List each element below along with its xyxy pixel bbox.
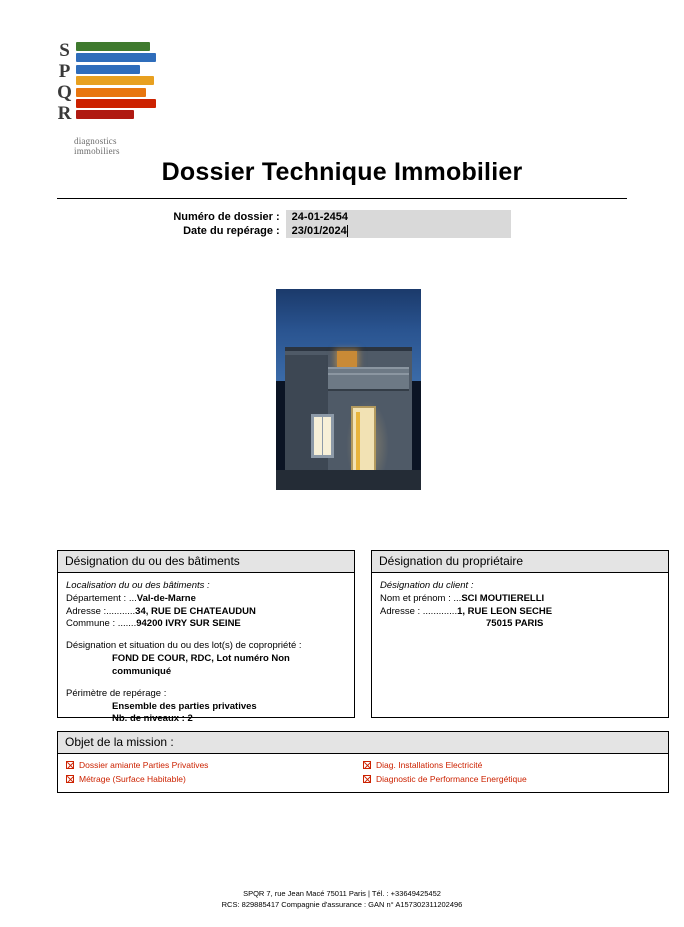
adresse-row <box>66 606 346 619</box>
survey-date-value <box>286 224 511 238</box>
logo-caption: diagnostics immobiliers <box>74 136 120 156</box>
lot-label: Désignation et situation du ou des lot(s) de copropriété : <box>66 640 302 652</box>
logo-bar <box>76 65 140 74</box>
client-label: Désignation du client : <box>380 580 474 591</box>
dossier-number-label: Numéro de dossier : <box>173 211 280 223</box>
mission-object-header: Objet de la mission : <box>58 732 668 754</box>
departement-label: Département : ... <box>66 592 137 604</box>
checkbox-checked-icon <box>363 775 371 783</box>
logo-bar <box>76 99 156 108</box>
departement-value: Val-de-Marne <box>136 592 196 604</box>
logo-letters: SPQR <box>54 40 75 124</box>
list-item <box>363 774 660 784</box>
logo-bar <box>76 53 156 62</box>
owner-name-label: Nom et prénom : ... <box>380 592 462 604</box>
owner-address-value: 1, RUE LEON SECHE <box>457 605 553 617</box>
logo-bar <box>76 42 150 51</box>
mission-column-left <box>66 760 363 788</box>
checkbox-checked-icon <box>66 775 74 783</box>
logo-bar <box>76 76 154 85</box>
list-item <box>66 760 363 770</box>
owner-designation-body <box>372 573 668 639</box>
spacer <box>66 631 346 640</box>
owner-designation-box <box>371 550 669 718</box>
mission-object-box <box>57 731 669 793</box>
company-logo <box>52 38 162 156</box>
footer-line-1: SPQR 7, rue Jean Macé 75011 Paris | Tél. : +33649425452 <box>243 889 441 898</box>
logo-bar <box>76 88 146 97</box>
title-divider <box>57 198 627 199</box>
commune-value: 94200 IVRY SUR SEINE <box>136 618 241 630</box>
survey-date-text: 23/01/2024 <box>291 225 347 237</box>
reference-table <box>0 210 684 238</box>
mission-column-right <box>363 760 660 788</box>
survey-date-label: Date du repérage : <box>183 225 280 237</box>
niveaux-value: Nb. de niveaux : 2 <box>112 713 193 725</box>
list-item <box>363 760 660 770</box>
photo-upper-window <box>337 351 357 367</box>
perimetre-value: Ensemble des parties privatives <box>112 700 257 712</box>
logo-bar <box>76 110 134 119</box>
buildings-designation-body <box>58 573 354 734</box>
page-footer <box>0 888 684 911</box>
photo-ground-window <box>311 414 334 458</box>
owner-name-value: SCI MOUTIERELLI <box>461 592 545 604</box>
lot-value-line1: FOND DE COUR, RDC, Lot numéro Non <box>112 653 290 665</box>
building-photo <box>276 289 421 490</box>
buildings-designation-box <box>57 550 355 725</box>
owner-address-row <box>380 606 660 619</box>
mission-item-label: Diag. Installations Electricité <box>376 760 483 770</box>
checkbox-checked-icon <box>66 761 74 769</box>
footer-line-2: RCS: 829885417 Compagnie d'assurance : GAN n° A157302311202496 <box>221 900 463 910</box>
lot-value-line2: communiqué <box>112 665 172 677</box>
localisation-label: Localisation du ou des bâtiments : <box>66 580 210 591</box>
adresse-value: 34, RUE DE CHATEAUDUN <box>135 605 256 617</box>
dossier-number-value: 24-01-2454 <box>286 210 511 224</box>
photo-ground <box>276 470 421 490</box>
departement-row <box>66 593 346 606</box>
buildings-designation-header: Désignation du ou des bâtiments <box>58 551 354 573</box>
owner-designation-header: Désignation du propriétaire <box>372 551 668 573</box>
owner-name-row <box>380 593 660 606</box>
table-row <box>173 210 510 224</box>
owner-address-label: Adresse : ............. <box>380 605 458 617</box>
commune-label: Commune : ....... <box>66 618 137 630</box>
mission-item-label: Dossier amiante Parties Privatives <box>79 760 209 770</box>
photo-balcony <box>328 367 409 391</box>
perimetre-label: Périmètre de repérage : <box>66 687 167 699</box>
mission-item-label: Diagnostic de Performance Energétique <box>376 774 527 784</box>
mission-item-label: Métrage (Surface Habitable) <box>79 774 186 784</box>
checkbox-checked-icon <box>363 761 371 769</box>
adresse-label: Adresse :........... <box>66 605 136 617</box>
table-row <box>173 224 510 238</box>
text-caret <box>347 225 348 237</box>
photo-entrance-door <box>351 406 376 478</box>
owner-address-city: 75015 PARIS <box>486 618 544 630</box>
mission-items-grid <box>58 754 668 794</box>
commune-row <box>66 618 346 631</box>
page-title: Dossier Technique Immobilier <box>161 158 523 186</box>
logo-bars <box>76 42 156 122</box>
list-item <box>66 774 363 784</box>
spacer <box>66 679 346 688</box>
